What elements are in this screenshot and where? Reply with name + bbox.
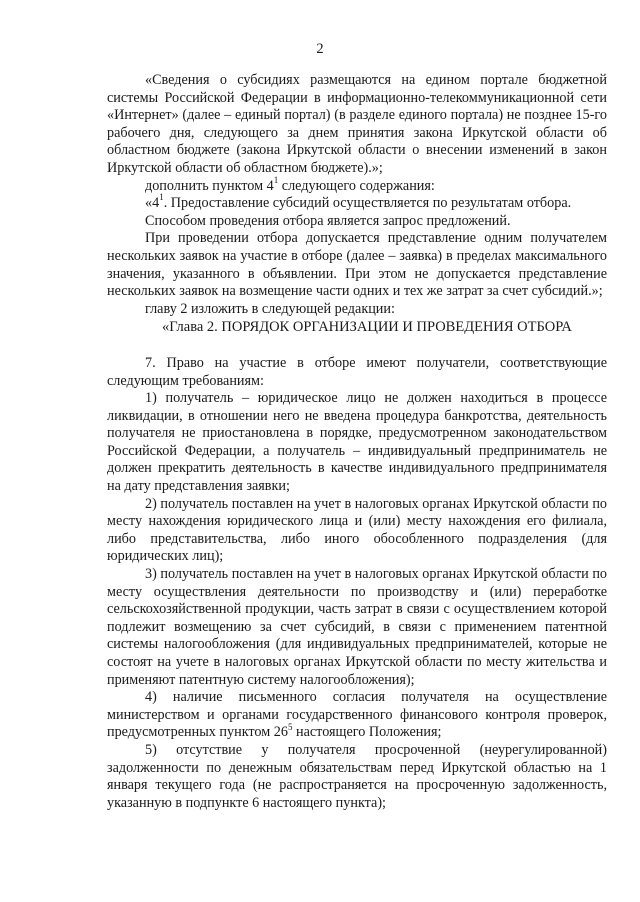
page-number: 2	[316, 41, 324, 57]
paragraph-subsidy-info: «Сведения о субсидиях размещаются на едином портале бюджетной системы Российской Федерации в информационно-телекоммуникационной сети «Интернет» (далее – единый портал) (в разделе единого портала) не позднее 15-го рабочего дня, следующего за днем принятия закона Иркутской области об областном бюджете (закона Иркутской области о внесении изменений в закон Иркутской области об областном бюджете).»;	[107, 72, 607, 176]
paragraph-add-point: дополнить пунктом $4^1$ следующего содержания:	[145, 174, 435, 194]
chapter-heading: «Глава 2. ПОРЯДОК ОРГАНИЗАЦИИ И ПРОВЕДЕНИЯ ОТБОРА	[162, 319, 572, 336]
paragraph-requirement-4: 4) наличие письменного согласия получателя на осуществление министерством и органами государственного финансового контроля проверок, предусмотренных пунктом $26^5$ настоящего Положения;	[107, 689, 607, 741]
document-body	[107, 72, 607, 812]
paragraph-requirement-5: 5) отсутствие у получателя просроченной (неурегулированной) задолженности по денежным обязательствам перед Иркутской областью на 1 января текущего года (не распространяется на просроченную задолженность, указанную в подпункте 6 настоящего пункта);	[107, 741, 607, 811]
paragraph-requirement-3: 3) получатель поставлен на учет в налоговых органах Иркутской области по месту осуществления деятельности по производству и (или) переработке сельскохозяйственной продукции, часть затрат в связи с осуществлением которой подлежит возмещению за счет субсидий, в связи с применением патентной системы налогообложения (для индивидуальных предпринимателей, которые не состоят на учете в налоговых органах Иркутской области по месту жительства и применяют патентную систему налогообложения);	[107, 566, 607, 688]
paragraph-requirement-1: 1) получатель – юридическое лицо не должен находиться в процессе ликвидации, в отношении него не введена процедура банкротства, деятельность получателя не приостановлена в порядке, предусмотренном законодательством Российской Федерации, а получатель – индивидуальный предприниматель не должен прекратить деятельность в качестве индивидуального предпринимателя на дату представления заявки;	[107, 390, 607, 495]
paragraph-chapter-2-intro: главу 2 изложить в следующей редакции:	[145, 300, 395, 317]
paragraph-requirement-2: 2) получатель поставлен на учет в налоговых органах Иркутской области по месту нахождения юридического лица и (или) месту нахождения его филиала, либо представительства, либо иного обособленного подразделения (для юридических лиц);	[107, 495, 607, 565]
paragraph-multiple-applications: При проведении отбора допускается представление одним получателем нескольких заявок на участие в отборе (далее – заявка) в пределах максимального значения, указанного в объявлении. При этом не допускается представление нескольких заявок на возмещение части одних и тех же затрат за счет субсидий.»;	[107, 230, 607, 300]
paragraph-selection-method: Способом проведения отбора является запрос предложений.	[145, 212, 511, 229]
paragraph-point-4-1: «$4^1$. Предоставление субсидий осуществляется по результатам отбора.	[145, 192, 572, 212]
paragraph-point-7: 7. Право на участие в отборе имеют получатели, соответствующие следующим требованиям:	[107, 354, 607, 389]
